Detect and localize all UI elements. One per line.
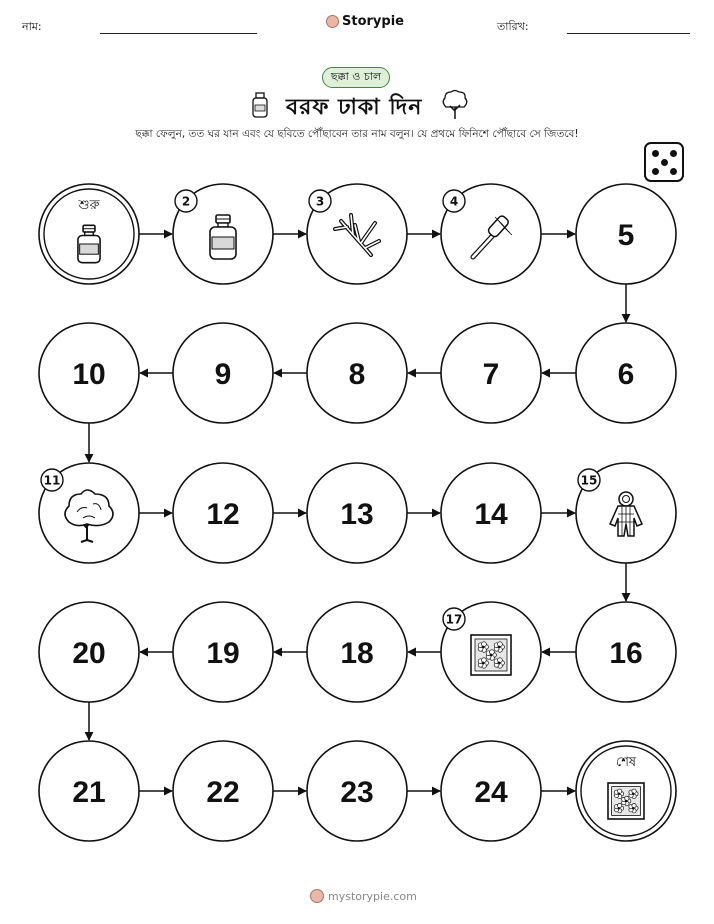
board-square-22[interactable]	[173, 741, 273, 841]
board-square-6[interactable]	[576, 323, 676, 423]
board-square-17[interactable]	[441, 602, 541, 702]
board-square-2[interactable]	[173, 184, 273, 284]
name-label: নাম:	[22, 20, 42, 33]
square-number-label: 11	[43, 473, 61, 488]
footer-url[interactable]: mystorypie.com	[328, 889, 417, 903]
board-square-23[interactable]	[307, 741, 407, 841]
board-square-24[interactable]	[441, 741, 541, 841]
square-number-label: 22	[206, 776, 240, 809]
board-square-16[interactable]	[576, 602, 676, 702]
board-square-13[interactable]	[307, 463, 407, 563]
board-square-11[interactable]	[39, 463, 139, 563]
board-square-7[interactable]	[441, 323, 541, 423]
square-number-label: 21	[72, 776, 106, 809]
board-square-3[interactable]	[307, 184, 407, 284]
square-number-label: 2	[181, 194, 191, 209]
square-number-label: 6	[617, 358, 635, 391]
square-number-label: 18	[340, 637, 374, 670]
square-number-label: 4	[449, 194, 459, 209]
board-square-15[interactable]	[576, 463, 676, 563]
board-square-8[interactable]	[307, 323, 407, 423]
board-square-19[interactable]	[173, 602, 273, 702]
board-square-9[interactable]	[173, 323, 273, 423]
square-number-label: 24	[474, 776, 508, 809]
board-square-5[interactable]	[576, 184, 676, 284]
board-square-21[interactable]	[39, 741, 139, 841]
square-number-label: 12	[206, 498, 240, 531]
board-square-18[interactable]	[307, 602, 407, 702]
board-square-14[interactable]	[441, 463, 541, 563]
end-square[interactable]	[576, 741, 676, 841]
quilt-icon	[471, 635, 511, 675]
board-square-20[interactable]	[39, 602, 139, 702]
page-title: বরফ ঢাকা দিন	[286, 95, 423, 120]
board-square-4[interactable]	[441, 184, 541, 284]
square-number-label: 19	[206, 637, 240, 670]
square-number-label: 15	[580, 473, 598, 488]
square-number-label: 13	[340, 498, 374, 531]
square-number-label: 8	[348, 358, 366, 391]
footer	[310, 889, 417, 903]
board-square-12[interactable]	[173, 463, 273, 563]
square-number-label: 23	[340, 776, 374, 809]
square-number-label: 14	[474, 498, 508, 531]
board-square-10[interactable]	[39, 323, 139, 423]
square-number-label: 16	[609, 637, 643, 670]
quilt-icon	[608, 783, 644, 819]
square-number-label: 3	[315, 194, 325, 209]
instructions-text: ছক্কা ফেলুন, তত ঘর যান এবং যে ছবিতে পৌঁছাবেন তার নাম বলুন। যে প্রথমে ফিনিশে পৌঁছাবে সে জিতবে!	[135, 128, 579, 140]
square-number-label: 20	[72, 637, 106, 670]
square-number-label: 17	[445, 612, 463, 627]
game-type-badge: ছক্কা ও চাল	[322, 67, 390, 88]
date-label: তারিখ:	[497, 20, 529, 33]
brand-name: Storypie	[342, 14, 404, 29]
storypie-mascot-icon	[310, 889, 324, 903]
square-number-label: 5	[617, 219, 635, 252]
square-number-label: 7	[482, 358, 500, 391]
start-square[interactable]	[39, 184, 139, 284]
end-label: শেষ	[615, 755, 637, 770]
square-number-label: 10	[72, 358, 106, 391]
start-label: শুরু	[78, 198, 100, 213]
square-number-label: 9	[214, 358, 232, 391]
